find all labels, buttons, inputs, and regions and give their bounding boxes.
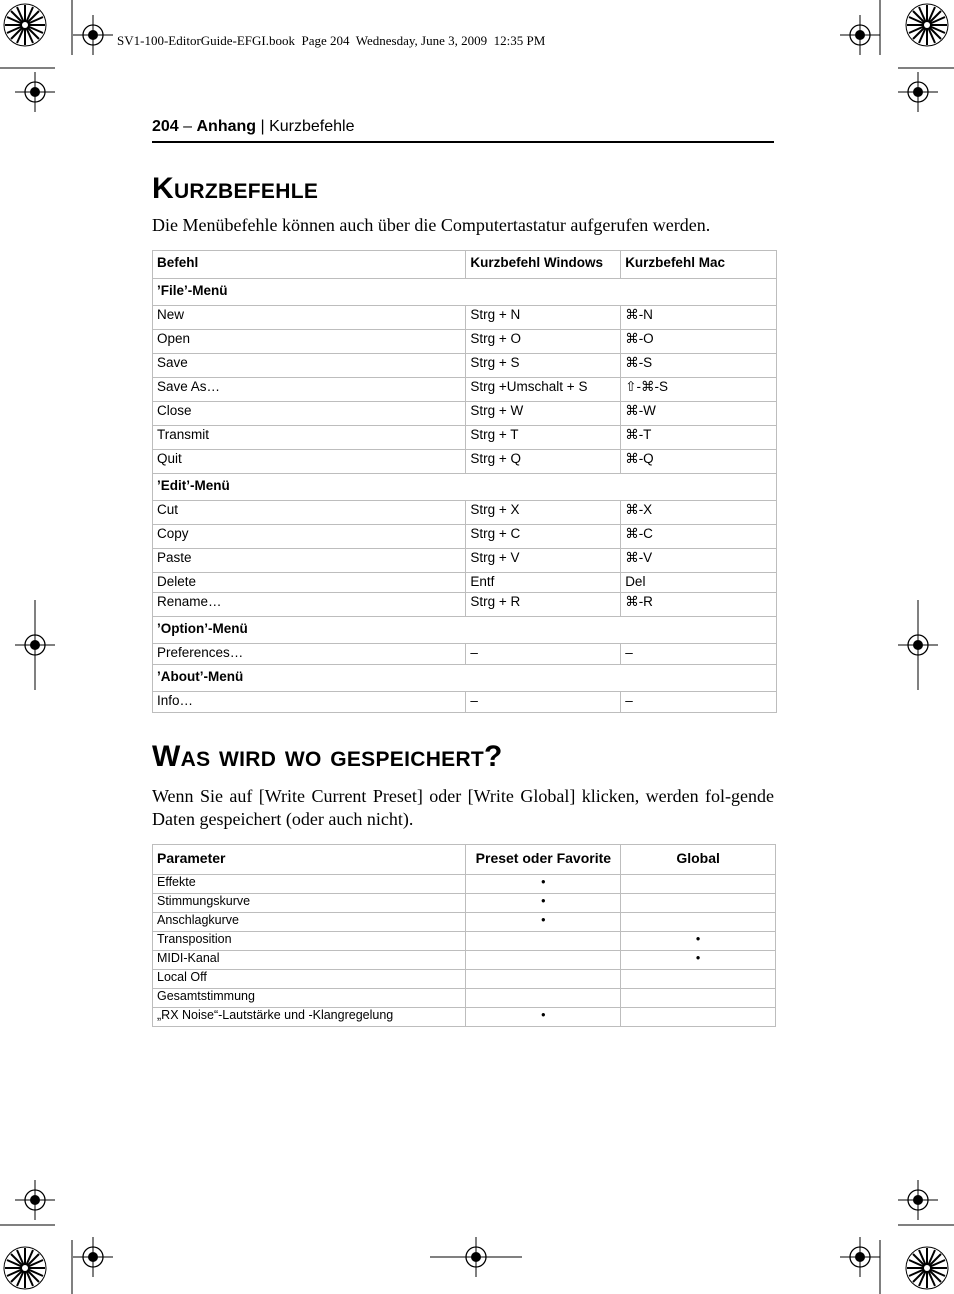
mac-shortcut-cell: ⌘-X: [621, 501, 777, 525]
global-cell: [621, 989, 776, 1008]
table-row: [153, 970, 776, 989]
table-row: [153, 951, 776, 970]
table-row: [153, 932, 776, 951]
preset-cell: •: [466, 913, 621, 932]
windows-shortcut-cell: Strg + C: [466, 525, 621, 549]
column-header: Preset oder Favorite: [466, 845, 621, 875]
parameter-cell: Gesamtstimmung: [153, 989, 466, 1008]
table-row: [153, 1008, 776, 1027]
parameter-cell: MIDI-Kanal: [153, 951, 466, 970]
table-row: [153, 402, 777, 426]
column-header: Global: [621, 845, 776, 875]
table-row: [153, 644, 777, 665]
table-section-row: [153, 617, 777, 644]
global-cell: •: [621, 951, 776, 970]
table-header-row: [153, 845, 776, 875]
command-cell: Transmit: [153, 426, 466, 450]
running-header: [152, 118, 774, 136]
mac-shortcut-cell: ⌘-W: [621, 402, 777, 426]
windows-shortcut-cell: Strg + N: [466, 306, 621, 330]
table-row: [153, 549, 777, 573]
mac-shortcut-cell: ⌘-N: [621, 306, 777, 330]
parameter-cell: Stimmungskurve: [153, 894, 466, 913]
command-cell: Preferences…: [153, 644, 466, 665]
table-section-row: [153, 665, 777, 692]
mac-shortcut-cell: ⌘-R: [621, 593, 777, 617]
mac-shortcut-cell: ⌘-O: [621, 330, 777, 354]
print-info-line: SV1-100-EditorGuide-EFGI.book Page 204 Wednesday, June 3, 2009 12:35 PM: [117, 33, 546, 48]
corner-starburst-top-left: [4, 4, 46, 46]
section-title-storage: Was wird wo gespeichert?: [152, 740, 503, 773]
header-separator: |: [256, 118, 270, 135]
mac-shortcut-cell: –: [621, 644, 777, 665]
parameter-cell: Transposition: [153, 932, 466, 951]
windows-shortcut-cell: Strg +Umschalt + S: [466, 378, 621, 402]
menu-group-title: ’Option’-Menü: [153, 617, 777, 644]
column-header: Kurzbefehl Windows: [466, 251, 621, 279]
command-cell: New: [153, 306, 466, 330]
shortcuts-intro: Die Menübefehle können auch über die Computertastatur aufgerufen werden.: [152, 215, 711, 235]
windows-shortcut-cell: Strg + R: [466, 593, 621, 617]
table-section-row: [153, 474, 777, 501]
menu-group-title: ’About’-Menü: [153, 665, 777, 692]
command-cell: Save: [153, 354, 466, 378]
corner-starburst-top-right: [906, 4, 948, 46]
command-cell: Cut: [153, 501, 466, 525]
table-row: [153, 692, 777, 713]
global-cell: •: [621, 932, 776, 951]
global-cell: [621, 913, 776, 932]
windows-shortcut-cell: Strg + V: [466, 549, 621, 573]
header-chapter: Anhang: [196, 118, 257, 135]
windows-shortcut-cell: Strg + O: [466, 330, 621, 354]
table-row: [153, 894, 776, 913]
preset-cell: •: [466, 894, 621, 913]
command-cell: Quit: [153, 450, 466, 474]
table-row: [153, 593, 777, 617]
parameter-cell: Effekte: [153, 875, 466, 894]
global-cell: [621, 1008, 776, 1027]
mac-shortcut-cell: ⌘-T: [621, 426, 777, 450]
command-cell: Save As…: [153, 378, 466, 402]
table-row: [153, 330, 777, 354]
table-row: [153, 450, 777, 474]
global-cell: [621, 875, 776, 894]
shortcuts-table: [152, 250, 777, 713]
command-cell: Close: [153, 402, 466, 426]
mac-shortcut-cell: ⌘-V: [621, 549, 777, 573]
section-title-shortcuts: Kurzbefehle: [152, 172, 319, 205]
table-header-row: [153, 251, 777, 279]
table-row: [153, 913, 776, 932]
windows-shortcut-cell: Strg + X: [466, 501, 621, 525]
table-row: [153, 875, 776, 894]
preset-cell: •: [466, 1008, 621, 1027]
preset-cell: •: [466, 875, 621, 894]
table-row: [153, 354, 777, 378]
command-cell: Rename…: [153, 593, 466, 617]
table-row: [153, 989, 776, 1008]
header-section: Kurzbefehle: [269, 118, 355, 135]
table-row: [153, 573, 777, 593]
command-cell: Info…: [153, 692, 466, 713]
table-row: [153, 426, 777, 450]
mac-shortcut-cell: ⇧-⌘-S: [621, 378, 777, 402]
global-cell: [621, 894, 776, 913]
preset-cell: [466, 970, 621, 989]
storage-table: [152, 844, 776, 1027]
storage-intro: Wenn Sie auf [Write Current Preset] oder [Write Global] klicken, werden fol-gende Daten gespeichert (oder auch nicht).: [152, 786, 774, 829]
windows-shortcut-cell: –: [466, 692, 621, 713]
mac-shortcut-cell: –: [621, 692, 777, 713]
windows-shortcut-cell: Strg + S: [466, 354, 621, 378]
header-dash: –: [178, 118, 197, 135]
parameter-cell: „RX Noise“-Lautstärke und -Klangregelung: [153, 1008, 466, 1027]
windows-shortcut-cell: Strg + Q: [466, 450, 621, 474]
menu-group-title: ’File’-Menü: [153, 279, 777, 306]
column-header: Kurzbefehl Mac: [621, 251, 777, 279]
global-cell: [621, 970, 776, 989]
windows-shortcut-cell: Strg + T: [466, 426, 621, 450]
command-cell: Paste: [153, 549, 466, 573]
command-cell: Delete: [153, 573, 466, 593]
parameter-cell: Local Off: [153, 970, 466, 989]
table-section-row: [153, 279, 777, 306]
column-header: Befehl: [153, 251, 466, 279]
parameter-cell: Anschlagkurve: [153, 913, 466, 932]
command-cell: Copy: [153, 525, 466, 549]
table-row: [153, 525, 777, 549]
preset-cell: [466, 951, 621, 970]
table-row: [153, 501, 777, 525]
menu-group-title: ’Edit’-Menü: [153, 474, 777, 501]
command-cell: Open: [153, 330, 466, 354]
windows-shortcut-cell: Strg + W: [466, 402, 621, 426]
table-row: [153, 378, 777, 402]
windows-shortcut-cell: Entf: [466, 573, 621, 593]
corner-starburst-bottom-right: [906, 1247, 948, 1289]
mac-shortcut-cell: ⌘-C: [621, 525, 777, 549]
preset-cell: [466, 989, 621, 1008]
windows-shortcut-cell: –: [466, 644, 621, 665]
table-row: [153, 306, 777, 330]
mac-shortcut-cell: Del: [621, 573, 777, 593]
page-number: 204: [152, 118, 179, 135]
mac-shortcut-cell: ⌘-Q: [621, 450, 777, 474]
corner-starburst-bottom-left: [4, 1247, 46, 1289]
header-rule: [152, 141, 774, 143]
preset-cell: [466, 932, 621, 951]
mac-shortcut-cell: ⌘-S: [621, 354, 777, 378]
column-header: Parameter: [153, 845, 466, 875]
